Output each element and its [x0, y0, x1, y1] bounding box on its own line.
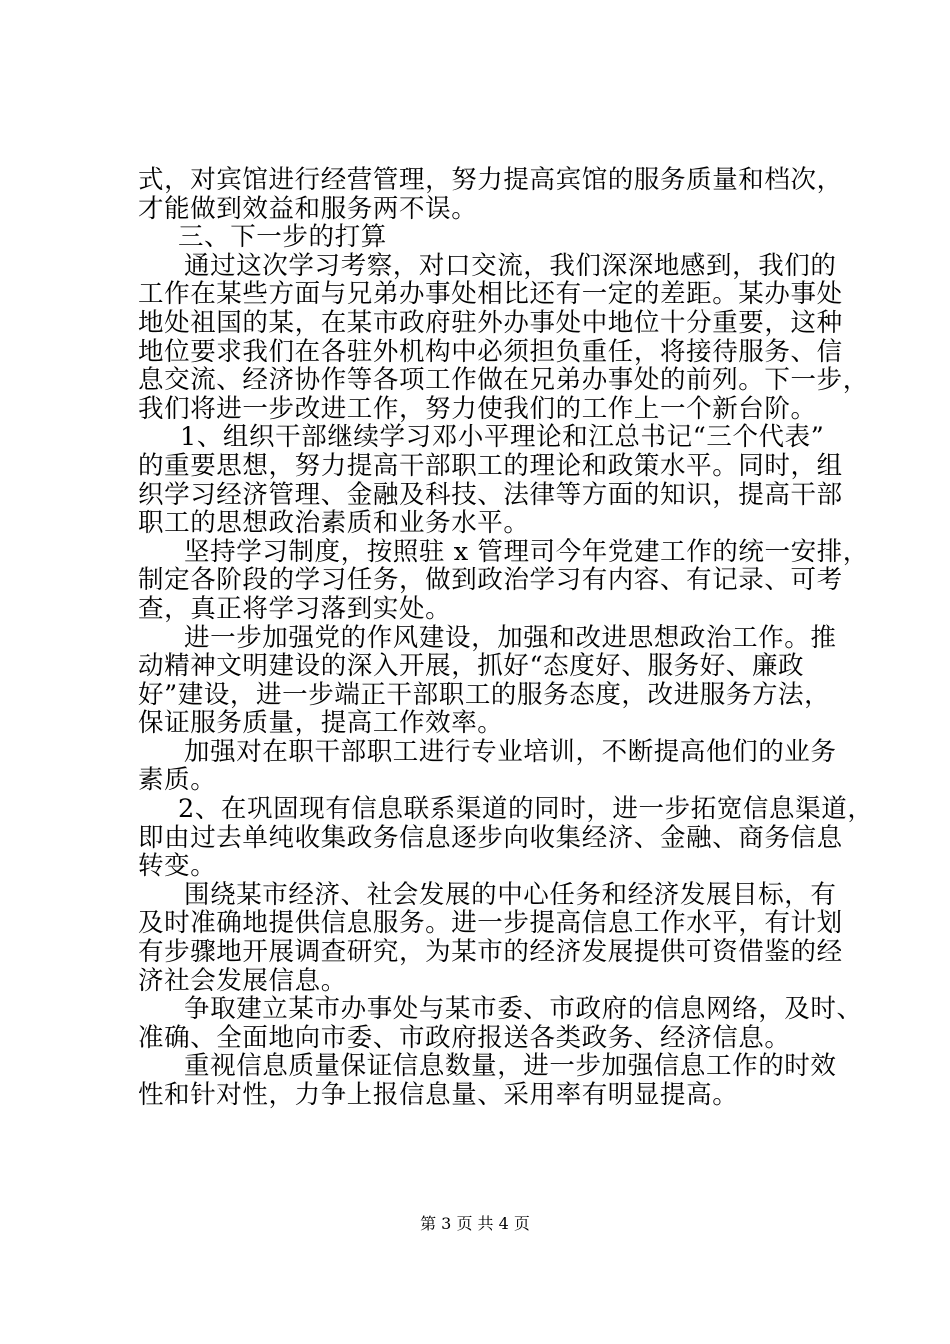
text-line: 才能做到效益和服务两不误。: [138, 193, 478, 224]
text-line: 工作在某些方面与兄弟办事处相比还有一定的差距。某办事处: [138, 279, 843, 310]
text-line: 保证服务质量，提高工作效率。: [138, 708, 504, 739]
text-line: 坚持学习制度，按照驻 x 管理司今年党建工作的统一安排，: [184, 536, 869, 567]
text-line: 地处祖国的某，在某市政府驻外办事处中地位十分重要，这种: [138, 307, 843, 338]
text-line: 争取建立某市办事处与某市委、市政府的信息网络，及时、: [184, 994, 863, 1025]
text-line: 即由过去单纯收集政务信息逐步向收集经济、金融、商务信息: [138, 822, 843, 853]
text-line: 重视信息质量保证信息数量，进一步加强信息工作的时效: [184, 1051, 837, 1082]
text-line: 转变。: [138, 851, 217, 882]
text-line: 2、在巩固现有信息联系渠道的同时，进一步拓宽信息渠道，: [178, 794, 874, 825]
text-line: 职工的思想政治素质和业务水平。: [138, 508, 530, 539]
text-line: 通过这次学习考察，对口交流，我们深深地感到，我们的: [184, 250, 837, 281]
text-line: 加强对在职干部职工进行专业培训，不断提高他们的业务: [184, 736, 837, 767]
text-line: 好”建设，进一步端正干部职工的服务态度，改进服务方法，: [138, 679, 831, 710]
text-line: 素质。: [138, 765, 217, 796]
text-line: 1、组织干部继续学习邓小平理论和江总书记“三个代表”: [180, 422, 825, 453]
text-line: 有步骤地开展调查研究，为某市的经济发展提供可资借鉴的经: [138, 937, 843, 968]
page-footer: 第 3 页 共 4 页: [420, 1214, 530, 1233]
text-line: 的重要思想，努力提高干部职工的理论和政策水平。同时，组: [138, 450, 843, 481]
text-line: 式，对宾馆进行经营管理，努力提高宾馆的服务质量和档次，: [138, 165, 843, 195]
text-line: 准确、全面地向市委、市政府报送各类政务、经济信息。: [138, 1022, 791, 1053]
text-line: 地位要求我们在各驻外机构中必须担负重任，将接待服务、信: [138, 336, 843, 367]
text-line: 制定各阶段的学习任务，做到政治学习有内容、有记录、可考: [138, 565, 843, 596]
text-line: 动精神文明建设的深入开展，抓好“态度好、服务好、廉政: [138, 651, 805, 682]
text-line: 性和针对性，力争上报信息量、采用率有明显提高。: [138, 1080, 739, 1110]
body-text: [138, 165, 874, 1110]
text-line: 围绕某市经济、社会发展的中心任务和经济发展目标，有: [184, 879, 837, 910]
text-line: 查，真正将学习落到实处。: [138, 593, 452, 624]
text-line: 织学习经济管理、金融及科技、法律等方面的知识，提高干部: [138, 479, 843, 510]
text-line: 三、下一步的打算: [178, 222, 387, 253]
text-line: 我们将进一步改进工作，努力使我们的工作上一个新台阶。: [138, 393, 817, 424]
text-line: 进一步加强党的作风建设，加强和改进思想政治工作。推: [184, 622, 837, 653]
text-line: 息交流、经济协作等各项工作做在兄弟办事处的前列。下一步，: [138, 365, 869, 396]
text-line: 及时准确地提供信息服务。进一步提高信息工作水平，有计划: [138, 908, 843, 939]
text-line: 济社会发展信息。: [138, 965, 347, 996]
